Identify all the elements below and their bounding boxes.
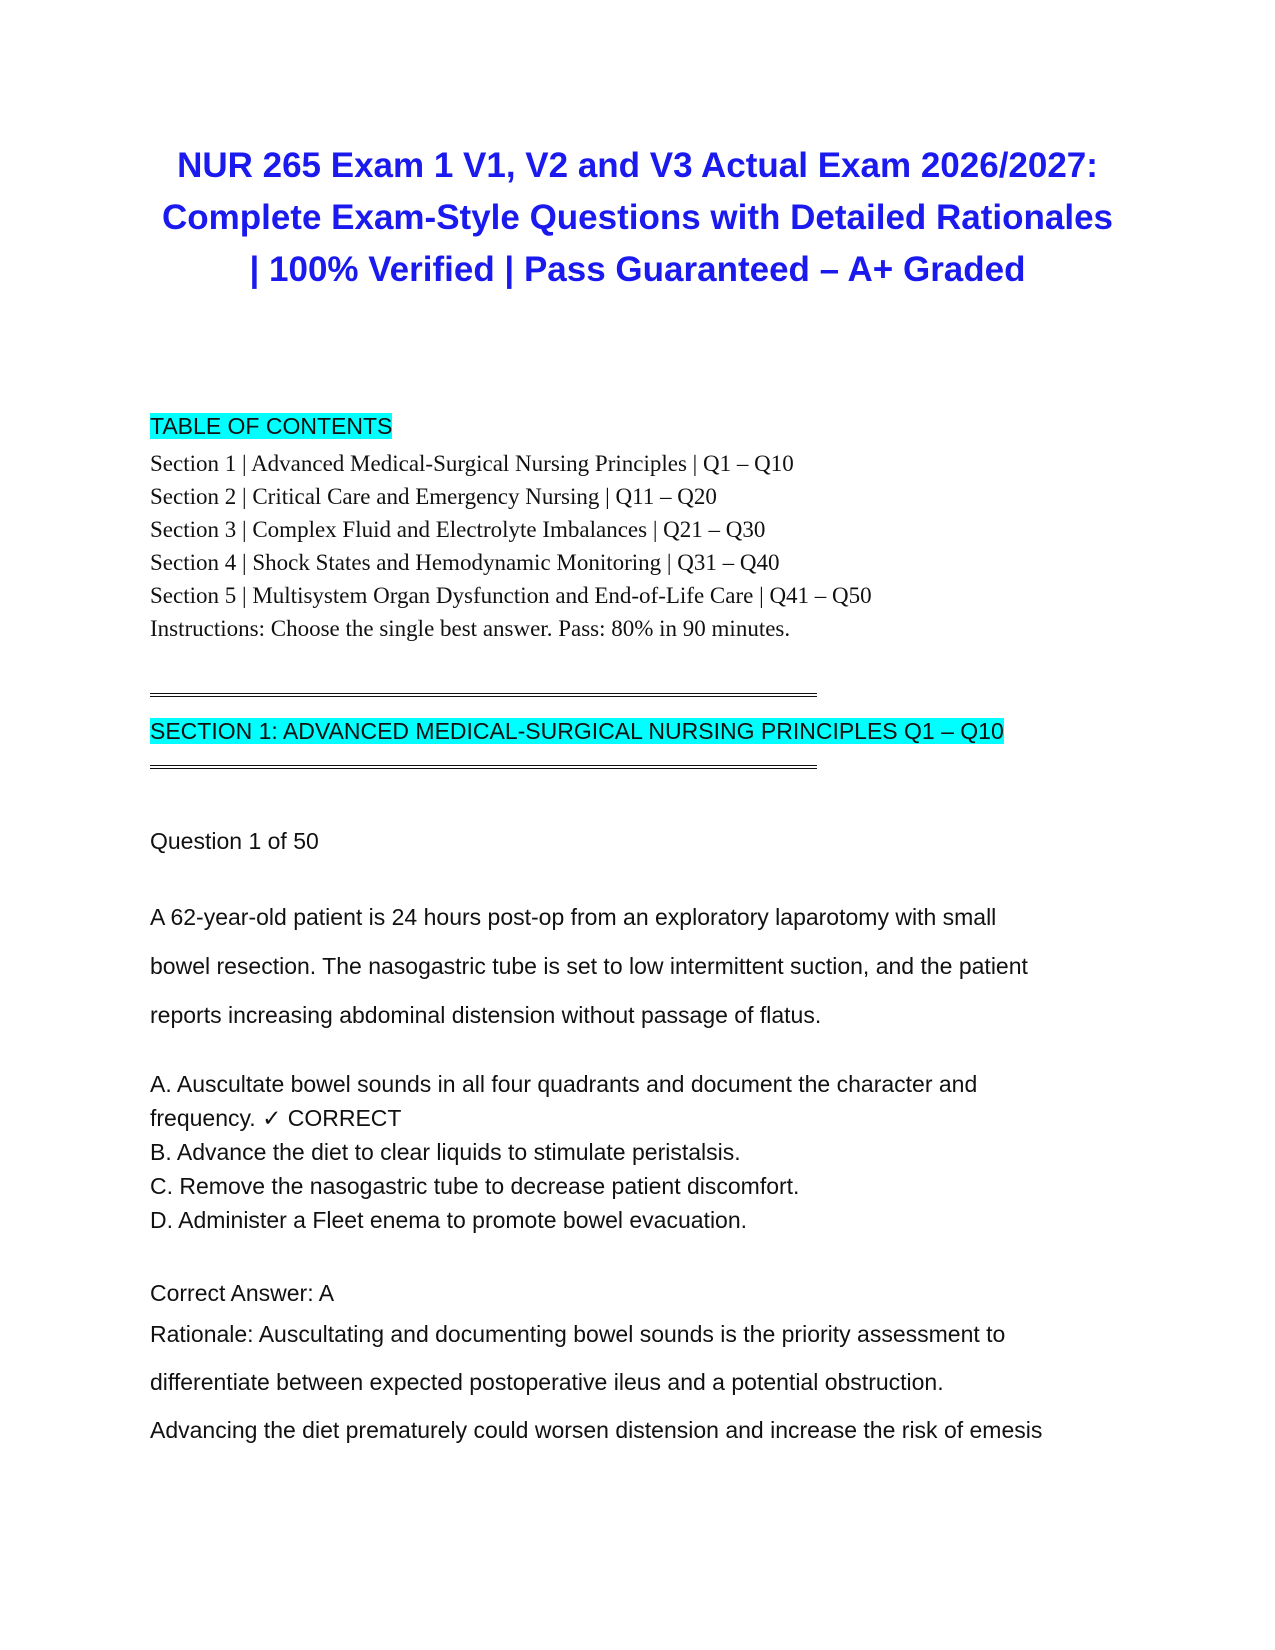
title-line-3: | 100% Verified | Pass Guaranteed – A+ Graded <box>249 250 1026 289</box>
section-heading <box>150 717 1004 745</box>
toc-heading-text: TABLE OF CONTENTS <box>150 413 393 439</box>
option-a: A. Auscultate bowel sounds in all four quadrants and document the character and <box>150 1071 978 1097</box>
toc-item-section-1: Section 1 | Advanced Medical-Surgical Nursing Principles | Q1 – Q10 <box>150 451 794 476</box>
option-a-continued: frequency. ✓ CORRECT <box>150 1105 402 1131</box>
rationale-line: Rationale: Auscultating and documenting bowel sounds is the priority assessment to <box>150 1321 1006 1347</box>
option-b: B. Advance the diet to clear liquids to stimulate peristalsis. <box>150 1139 741 1165</box>
section-divider-bottom <box>150 765 817 769</box>
answer-options <box>150 1067 1130 1237</box>
toc-heading <box>150 412 392 440</box>
section-heading-text: SECTION 1: ADVANCED MEDICAL-SURGICAL NURSING PRINCIPLES Q1 – Q10 <box>150 718 1004 744</box>
toc-item-section-5: Section 5 | Multisystem Organ Dysfunction and End-of-Life Care | Q41 – Q50 <box>150 583 872 608</box>
section-divider-top <box>150 693 817 697</box>
document-title <box>130 140 1145 296</box>
rationale-line: differentiate between expected postoperative ileus and a potential obstruction. <box>150 1369 944 1395</box>
rationale <box>150 1310 1130 1454</box>
exam-instructions: Instructions: Choose the single best answer. Pass: 80% in 90 minutes. <box>150 616 791 641</box>
question-stem-line: bowel resection. The nasogastric tube is set to low intermittent suction, and the patient <box>150 953 1028 979</box>
title-line-1: NUR 265 Exam 1 V1, V2 and V3 Actual Exam 2026/2027: <box>177 146 1098 185</box>
title-line-2: Complete Exam-Style Questions with Detailed Rationales <box>161 198 1114 237</box>
question-stem-line: A 62-year-old patient is 24 hours post-op from an exploratory laparotomy with small <box>150 904 997 930</box>
question-stem <box>150 893 1130 1040</box>
question-counter: Question 1 of 50 <box>150 828 319 854</box>
toc-item-section-2: Section 2 | Critical Care and Emergency Nursing | Q11 – Q20 <box>150 484 717 509</box>
correct-answer: Correct Answer: A <box>150 1280 335 1306</box>
option-d: D. Administer a Fleet enema to promote bowel evacuation. <box>150 1207 748 1233</box>
toc-item-section-4: Section 4 | Shock States and Hemodynamic Monitoring | Q31 – Q40 <box>150 550 780 575</box>
question-stem-line: reports increasing abdominal distension without passage of flatus. <box>150 1002 822 1028</box>
toc-item-section-3: Section 3 | Complex Fluid and Electrolyte Imbalances | Q21 – Q30 <box>150 517 766 542</box>
toc-list <box>150 447 872 645</box>
option-c: C. Remove the nasogastric tube to decrease patient discomfort. <box>150 1173 800 1199</box>
rationale-line: Advancing the diet prematurely could worsen distension and increase the risk of emesis <box>150 1417 1043 1443</box>
